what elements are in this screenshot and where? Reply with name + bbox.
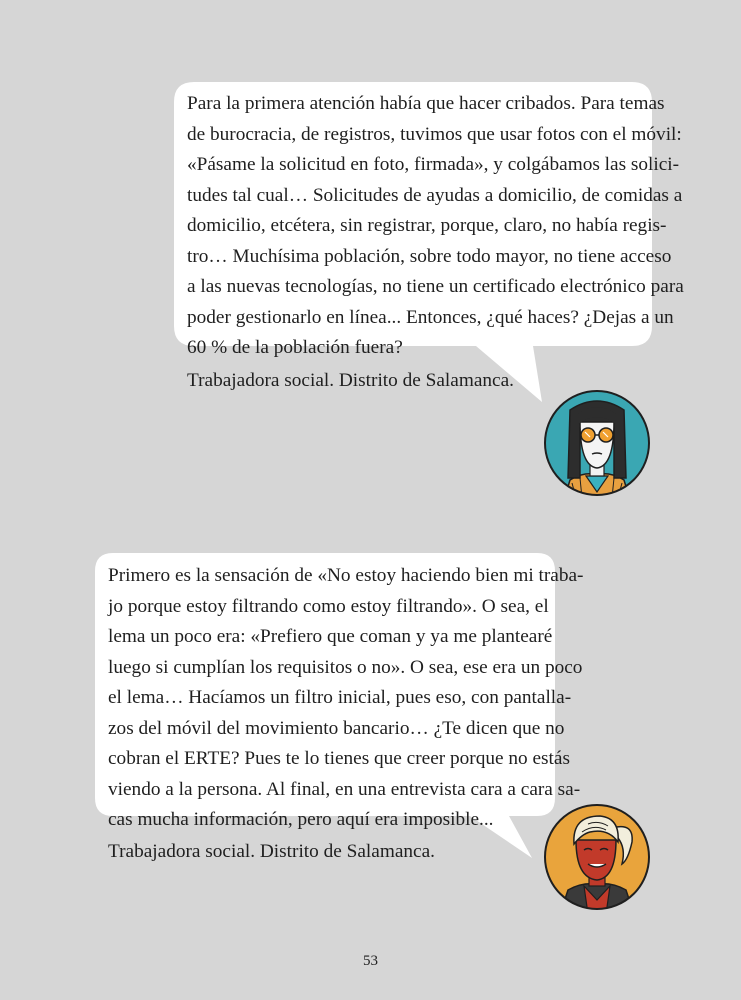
quote-text-2 [108, 561, 584, 836]
attribution-1: Trabajadora social. Distrito de Salamanca. [187, 370, 514, 391]
quote-line: Para la primera atención había que hacer cribados. Para temas [187, 93, 665, 114]
quote-line: jo porque estoy filtrando como estoy filtrando». O sea, el [108, 595, 549, 617]
quote-line: tudes tal cual… Solicitudes de ayudas a domicilio, de comidas a [187, 184, 683, 206]
quote-text-1 [187, 89, 684, 364]
quote-line: cas mucha información, pero aquí era imposible... [108, 809, 494, 830]
quote-line: cobran el ERTE? Pues te lo tienes que creer porque no estás [108, 748, 570, 769]
quote-line: el lema… Hacíamos un filtro inicial, pues eso, con pantalla- [108, 687, 572, 708]
woman-blonde-ponytail-icon [542, 802, 652, 912]
woman-dark-hair-orange-glasses-icon [542, 388, 652, 498]
quote-line: 60 % de la población fuera? [187, 337, 403, 358]
quote-line: zos del móvil del movimiento bancario… ¿Te dicen que no [108, 717, 565, 739]
quote-line: poder gestionarlo en línea... Entonces, ¿qué haces? ¿Dejas a un [187, 306, 674, 328]
quote-line: viendo a la persona. Al final, en una entrevista cara a cara sa- [108, 778, 581, 800]
quote-line: a las nuevas tecnologías, no tiene un certificado electrónico para [187, 276, 684, 297]
quote-line: luego si cumplían los requisitos o no». O sea, ese era un poco [108, 656, 583, 678]
page-number: 53 [363, 953, 378, 969]
quote-line: Primero es la sensación de «No estoy haciendo bien mi traba- [108, 565, 584, 586]
quote-line: de burocracia, de registros, tuvimos que usar fotos con el móvil: [187, 123, 682, 145]
attribution-2: Trabajadora social. Distrito de Salamanca. [108, 841, 435, 862]
quote-line: lema un poco era: «Prefiero que coman y ya me plantearé [108, 626, 553, 647]
quote-line: domicilio, etcétera, sin registrar, porque, claro, no había regis- [187, 215, 667, 236]
quote-line: tro… Muchísima población, sobre todo mayor, no tiene acceso [187, 245, 672, 267]
quote-line: «Pásame la solicitud en foto, firmada», y colgábamos las solici- [187, 154, 680, 175]
